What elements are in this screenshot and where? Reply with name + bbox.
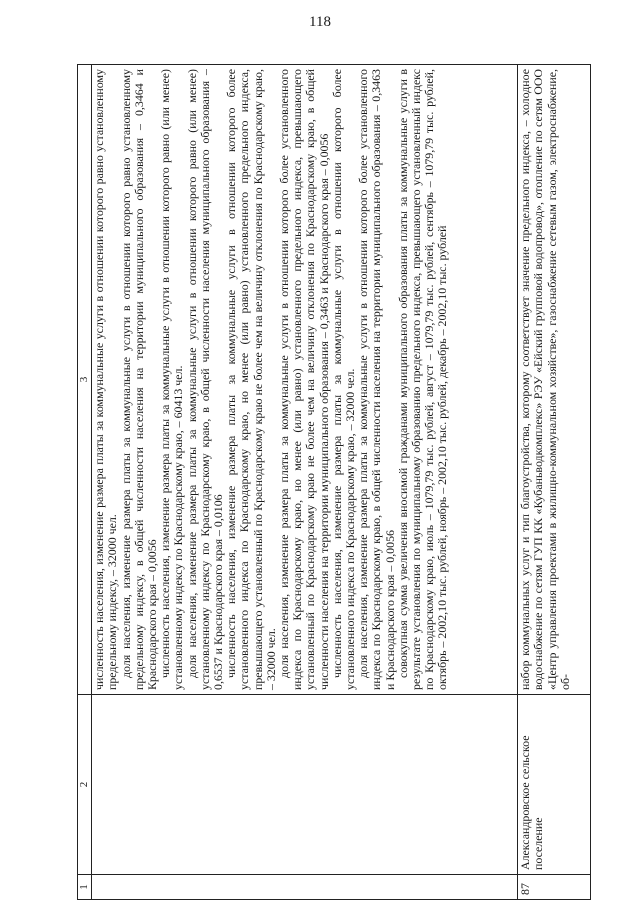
row-municipality: Александровское сельское поселение: [518, 695, 591, 875]
paragraph: численность населения, изменение размера платы за коммунальные услуги в отношении которого более установленного индекса по Краснодарскому краю, – 32000 чел.: [329, 69, 358, 690]
paragraph: численность населения, изменение размера платы за коммунальные услуги в отношении которого более установленного индекса по Краснодарскому краю, но менее (или равно) установленного предельного индекса, превышающего установленный по Краснодарскому краю не более чем на величину отклонения по Краснодарскому краю, – 32000 чел.: [224, 69, 278, 690]
row-number: 87: [518, 875, 591, 900]
header-col-3: 3: [78, 65, 92, 695]
header-col-1: 1: [78, 875, 92, 900]
header-col-2: 2: [78, 695, 92, 875]
paragraph: доля населения, изменение размера платы за коммунальные услуги в отношении которого равно установленному предельному индексу, в общей численности населения на территории муниципального образования – 0,3464 и Краснодарского края – 0,0056: [118, 69, 160, 690]
paragraph: доля населения, изменение размера платы за коммунальные услуги в отношении которого более установленного индекса по Краснодарскому краю, в общей численности населения на территории муниципального образования – 0,3463 и Краснодарского края – 0,0056: [356, 69, 397, 690]
data-table: [77, 64, 591, 900]
row-number: [92, 875, 518, 900]
header-row: [78, 65, 92, 900]
row-description: [518, 65, 591, 695]
paragraph: набор коммунальных услуг и тип благоустройства, которому соответствует значение предельного индекса, – холодное водоснабжение по сетям ГУП КК «Кубаньводкомплекс» РЭУ «Ейский групповой водопровод», отопление по сетям ООО «Центр управления проектами в жилищно-коммунальном хозяйстве», газоснабжение сетевым газом, электроснабжение, об-: [518, 69, 572, 690]
rotated-table-wrapper: [77, 65, 587, 900]
paragraph: доля населения, изменение размера платы за коммунальные услуги в отношении которого равно (или менее) установленному индексу по Краснодарскому краю, в общей численности населения муниципального образования – 0,6537 и Краснодарского края – 0,0106: [184, 69, 226, 690]
page-number: 118: [309, 14, 331, 30]
paragraph: численность населения, изменение размера платы за коммунальные услуги в отношении которого равно (или менее) установленному индексу по Краснодарскому краю, – 60413 чел.: [158, 69, 186, 690]
paragraph: численность населения, изменение размера платы за коммунальные услуги в отношении которого равно установленному предельному индексу, – 32000 чел.: [92, 69, 120, 690]
paragraph: доля населения, изменение размера платы за коммунальные услуги в отношении которого более установленного индекса по Краснодарскому краю, но менее (или равно) установленного предельного индекса, превышающего установленный по Краснодарскому краю не более чем на величину отклонения по Краснодарскому краю, в общей численности населения на территории муниципального образования – 0,3463 и Краснодарского края – 0,0056: [277, 69, 331, 690]
paragraph: совокупная сумма увеличения вносимой гражданами муниципального образования платы за коммунальные услуги в результате установления по муниципальному образованию предельного индекса, превышающего установленный индекс по Краснодарскому краю, июль – 1079,79 тыс. рублей, август – 1079,79 тыс. рублей, сентябрь – 1079,79 тыс. рублей, октябрь – 2002,10 тыс. рублей, ноябрь – 2002,10 тыс. рублей, декабрь – 2002,10 тыс. рублей: [395, 69, 450, 690]
row-municipality: [92, 695, 518, 875]
row-description: [92, 65, 518, 695]
table-row: [518, 65, 591, 900]
table-row: [92, 65, 518, 900]
